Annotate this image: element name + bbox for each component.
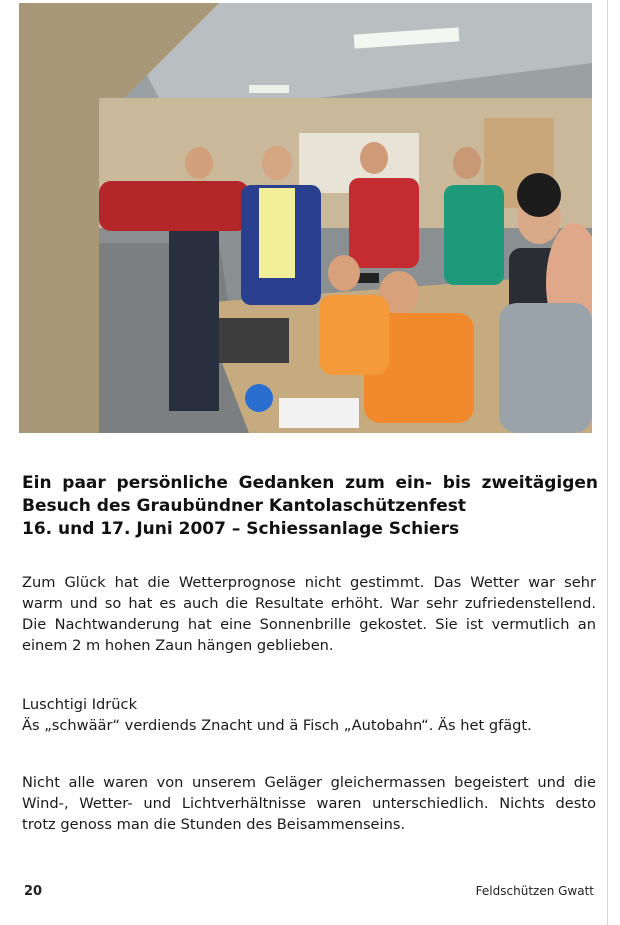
paragraph-line: Die Nachtwanderung hat eine Sonnenbrille gekostet. Sie ist vermutlich an [22, 616, 596, 633]
page-edge [607, 0, 608, 925]
heading-line-2: Besuch des Graubündner Kantolaschützenfest [22, 496, 467, 516]
paragraph-conditions [22, 772, 596, 835]
publication-name: Feldschützen Gwatt [475, 884, 594, 898]
paragraph-line: einem 2 m hohen Zaun hängen geblieben. [22, 637, 334, 654]
shooting-range-photo [19, 3, 592, 433]
paragraph-line: Luschtigi Idrück [22, 696, 138, 713]
photo-icon [19, 3, 592, 433]
heading-line-3: 16. und 17. Juni 2007 – Schiessanlage Schiers [22, 519, 460, 539]
paragraph-line: Nicht alle waren von unserem Geläger gleichermassen begeistert und die [22, 774, 596, 791]
heading-line-1: Ein paar persönliche Gedanken zum ein- bis zweitägigen [22, 473, 598, 493]
paragraph-weather [22, 572, 596, 656]
paragraph-line: Äs „schwäär“ verdiends Znacht und ä Fisch „Autobahn“. Äs het gfägt. [22, 717, 532, 734]
paragraph-impressions [22, 694, 596, 736]
paragraph-line: Wind-, Wetter- und Lichtverhältnisse waren unterschiedlich. Nichts desto [22, 795, 596, 812]
page-number: 20 [24, 884, 43, 899]
article-heading [22, 472, 598, 541]
paragraph-line: trotz genoss man die Stunden des Beisammenseins. [22, 816, 406, 833]
paragraph-line: warm und so hat es auch die Resultate erhöht. War sehr zufriedenstellend. [22, 595, 596, 612]
paragraph-line: Zum Glück hat die Wetterprognose nicht gestimmt. Das Wetter war sehr [22, 574, 596, 591]
